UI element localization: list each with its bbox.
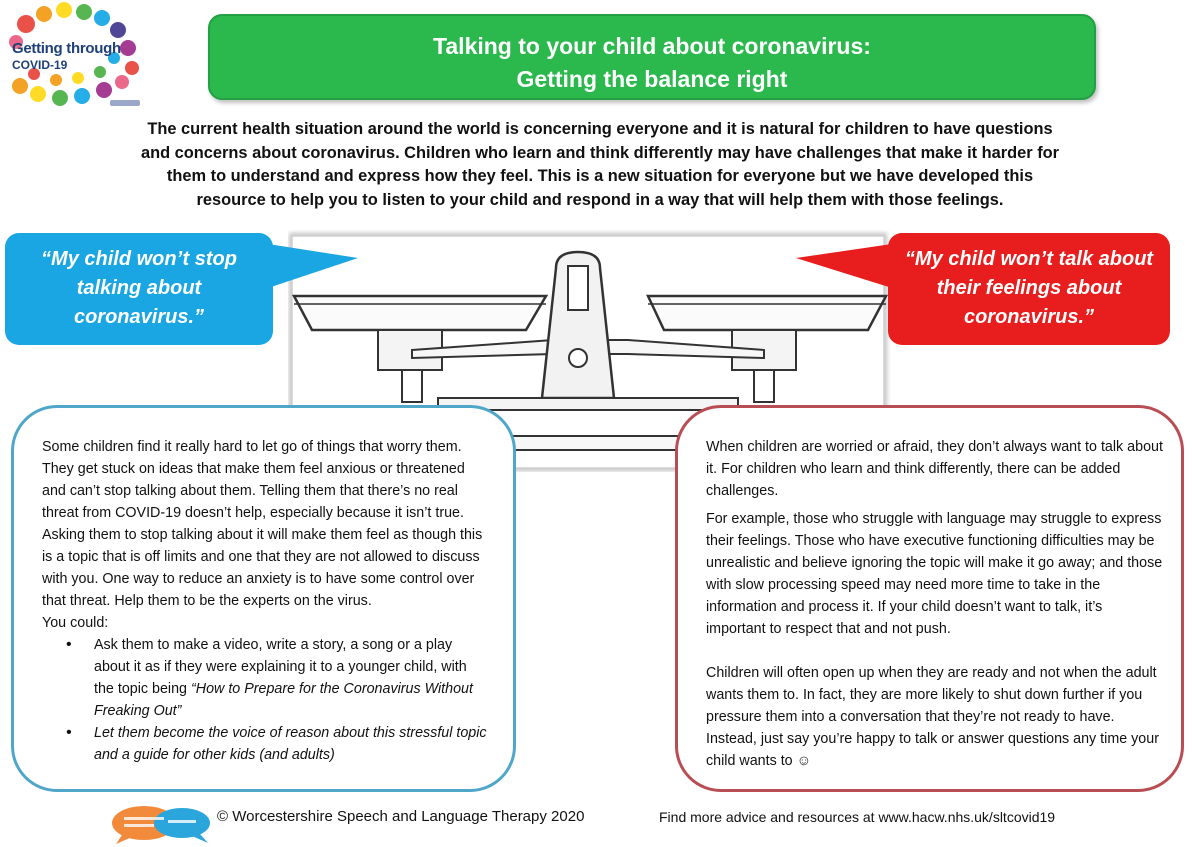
logo-text-line2: COVID-19 xyxy=(12,58,68,72)
intro-line: resource to help you to listen to your child and respond in a way that will help them with those feelings. xyxy=(196,190,1004,209)
list-item xyxy=(66,634,489,722)
logo-text-line1: Getting through xyxy=(12,40,121,57)
panel-right-paragraph1: When children are worried or afraid, they don’t always want to talk about it. For children who learn and think differently, there can be added challenges. xyxy=(706,439,1163,499)
bubble-right-line: coronavirus.” xyxy=(963,306,1095,328)
panel-wont-stop-talking xyxy=(11,405,516,792)
panel-right-paragraph3: Children will often open up when they are ready and not when the adult wants them to. In fact, they are more likely to shut down further if you pressure them into a conversation that they’re not ready to have. Instead, just say you’re happy to talk or answer questions any time your child wants to ☺ xyxy=(706,665,1159,769)
title-banner xyxy=(208,14,1096,100)
panel-wont-talk xyxy=(675,405,1184,792)
speech-bubbles-logo-icon xyxy=(110,803,212,845)
bubble-right-line: their feelings about xyxy=(936,277,1122,299)
copyright-text: © Worcestershire Speech and Language Therapy 2020 xyxy=(217,808,585,825)
intro-line: them to understand and express how they feel. This is a new situation for everyone but we have developed this xyxy=(166,167,1034,185)
speech-bubble-left xyxy=(5,233,273,345)
bubble-left-line: talking about xyxy=(76,277,202,299)
intro-line: The current health situation around the world is concerning everyone and it is natural for children to have questions xyxy=(147,120,1053,138)
panel-right-paragraph2: For example, those who struggle with language may struggle to express their feelings. Those who have executive functioning difficulties may be unrealistic and believe ignoring the topic will make it go away; and those with slow processing speed may need more time to take in the information and process it. If your child doesn’t want to talk, it’s important to respect that and not push. xyxy=(706,511,1163,637)
speech-bubble-right xyxy=(888,233,1170,345)
bubble-left-line: coronavirus.” xyxy=(73,306,205,328)
bullet1-italic-text: “How to Prepare for the Coronavirus Without Freaking Out” xyxy=(94,681,473,719)
getting-through-covid-logo xyxy=(4,2,144,110)
bubble-left-line: “My child won’t stop xyxy=(41,248,237,270)
bullet2-text: Let them become the voice of reason about this stressful topic and a guide for other kids (and adults) xyxy=(94,725,487,763)
suggestion-list xyxy=(66,634,489,766)
intro-line: and concerns about coronavirus. Children who learn and think differently may have challenges that make it harder for xyxy=(140,143,1060,162)
page-title-line1: Talking to your child about coronavirus: xyxy=(433,33,871,59)
list-item xyxy=(66,722,489,766)
bullet1-text: Ask them to make a video, write a story, a song or a play about it as if they were explaining it to a younger child, with the topic being xyxy=(94,637,467,697)
you-could-label: You could: xyxy=(42,615,109,631)
advice-link-text: Find more advice and resources at www.hacw.nhs.uk/sltcovid19 xyxy=(659,809,1056,825)
intro-paragraph xyxy=(96,118,1104,212)
red-bubble-tail xyxy=(796,244,892,288)
panel-left-paragraph: Some children find it really hard to let go of things that worry them. They get stuck on ideas that make them feel anxious or threatened and can’t stop talking about them. Telling them that there’s no real threat from COVID-19 doesn’t help, especially because it isn’t true. Asking them to stop talking about it will make them feel as though this is a topic that is off limits and one that they are not allowed to discuss with you. One way to reduce an anxiety is to have some control over that threat. Help them to be the experts on the virus. xyxy=(42,439,483,609)
speech-language-therapy-logo xyxy=(110,803,212,845)
page-title-line2: Getting the balance right xyxy=(516,66,788,92)
bubble-right-line: “My child won’t talk about xyxy=(904,248,1154,270)
blue-bubble-tail xyxy=(268,244,358,288)
